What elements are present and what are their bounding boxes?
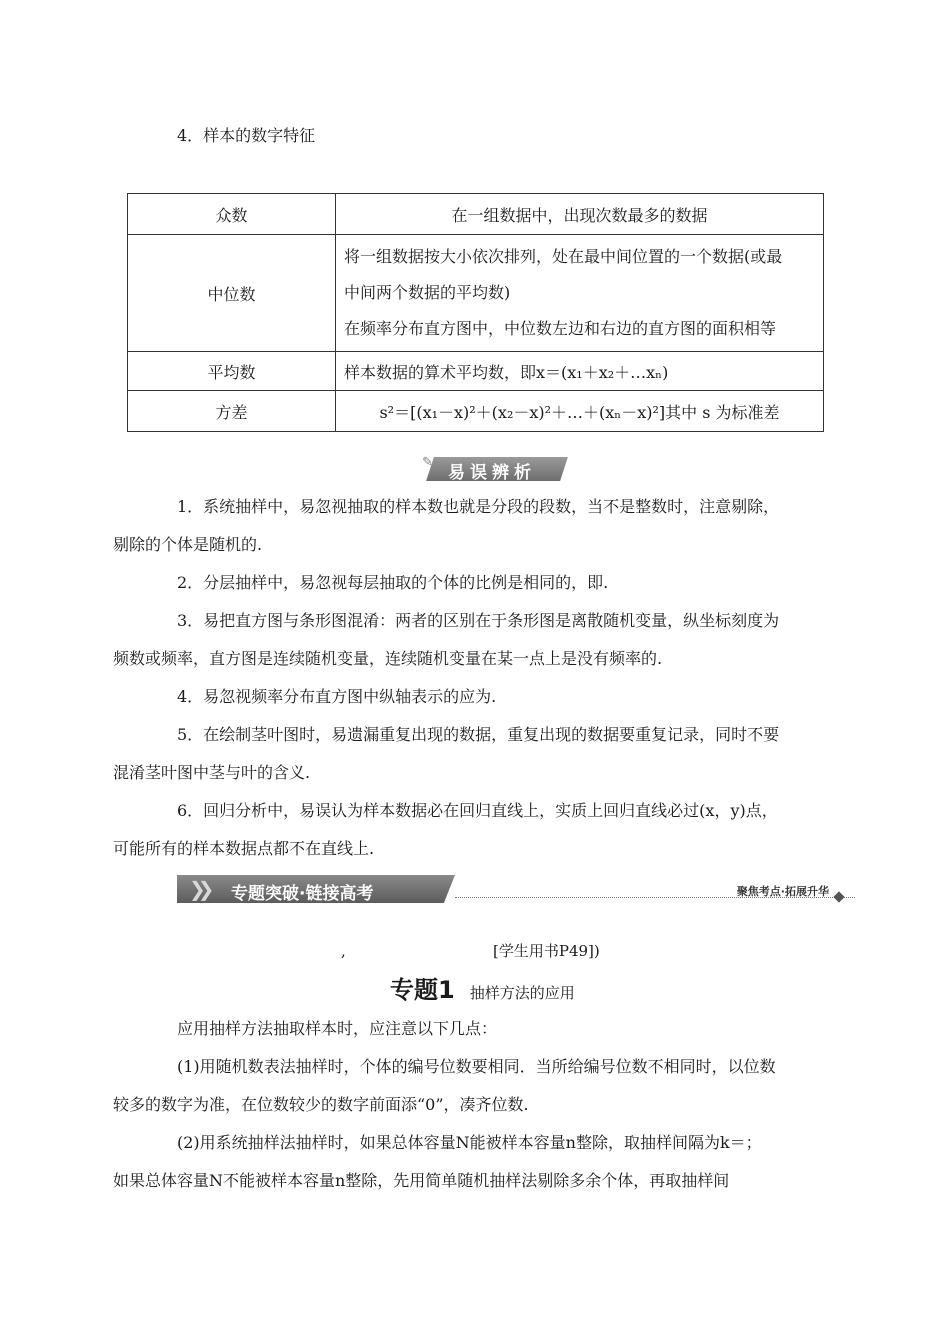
list-item: 2．分层抽样中，易忽视每层抽取的个体的比例是相同的，即. [177, 573, 609, 592]
table-term: 众数 [128, 194, 336, 235]
definition-line: 将一组数据按大小依次排列，处在最中间位置的一个数据(或最 [344, 247, 783, 266]
table-row [128, 391, 824, 432]
list-item: 4．易忽视频率分布直方图中纵轴表示的应为. [177, 687, 497, 706]
topic-number: 专题1 [390, 976, 455, 1004]
table-row [128, 235, 824, 352]
list-item: 6．回归分析中，易误认为样本数据必在回归直线上，实质上回归直线必过(x，y)点， 可能所有的样本数据点都不在直线上. [113, 801, 778, 858]
body-paragraph: (2)用系统抽样法抽样时，如果总体容量N能被样本容量n整除，取抽样间隔为k＝； 如果总体容量N不能被样本容量n整除，先用简单随机抽样法剔除多余个体，再取抽样间 [113, 1133, 762, 1190]
table-term: 平均数 [128, 352, 336, 391]
banner-title: 易误辨析 [448, 463, 536, 483]
table-term: 方差 [128, 391, 336, 432]
body-paragraph: (1)用随机数表法抽样时，个体的编号位数要相同．当所给编号位数不相同时，以位数 较多的数字为准，在位数较少的数字前面添“0”，凑齐位数. [113, 1057, 776, 1114]
topic-banner [177, 875, 867, 905]
diamond-icon [833, 891, 844, 902]
definition-line: 在频率分布直方图中，中位数左边和右边的直方图的面积相等 [344, 319, 777, 338]
banner-subtitle: 聚焦考点·拓展升华 [736, 885, 829, 898]
ref-comma: , [341, 942, 346, 960]
table-definition: 样本数据的算术平均数，即x＝(x₁＋x₂＋…xₙ) [336, 352, 824, 391]
numeric-features-table [127, 193, 824, 432]
definition-line: 中间两个数据的平均数) [344, 283, 511, 302]
topic-heading [390, 970, 575, 1005]
topic-title: 抽样方法的应用 [469, 984, 575, 1002]
table-term: 中位数 [128, 235, 336, 352]
table-row [128, 194, 824, 235]
list-item: 3．易把直方图与条形图混淆：两者的区别在于条形图是离散随机变量，纵坐标刻度为 频数或频率，直方图是连续随机变量，连续随机变量在某一点上是没有频率的. [113, 611, 780, 668]
table-definition: s²＝[(x₁－x)²＋(x₂－x)²＋…＋(xₙ－x)²]其中 s 为标准差 [336, 391, 824, 432]
topic-body [113, 1010, 815, 1200]
banner-title: 专题突破·链接高考 [231, 884, 374, 904]
section-title: 4．样本的数字特征 [177, 126, 316, 145]
chevron-icon: ❯❯ [189, 877, 207, 901]
table-row [128, 352, 824, 391]
table-definition [336, 235, 824, 352]
book-reference: [学生用书P49]) [493, 942, 600, 960]
table-definition: 在一组数据中，出现次数最多的数据 [336, 194, 824, 235]
list-item: 1．系统抽样中，易忽视抽取的样本数也就是分段的段数，当不是整数时，注意剔除， 剔除的个体是随机的. [113, 497, 780, 554]
list-item: 5．在绘制茎叶图时，易遗漏重复出现的数据，重复出现的数据要重复记录，同时不要 混淆茎叶图中茎与叶的含义. [113, 725, 780, 782]
mistakes-list [113, 488, 815, 868]
body-paragraph: 应用抽样方法抽取样本时，应注意以下几点： [177, 1019, 498, 1038]
mistakes-banner [422, 455, 564, 483]
pen-icon: ✎ [422, 455, 433, 470]
